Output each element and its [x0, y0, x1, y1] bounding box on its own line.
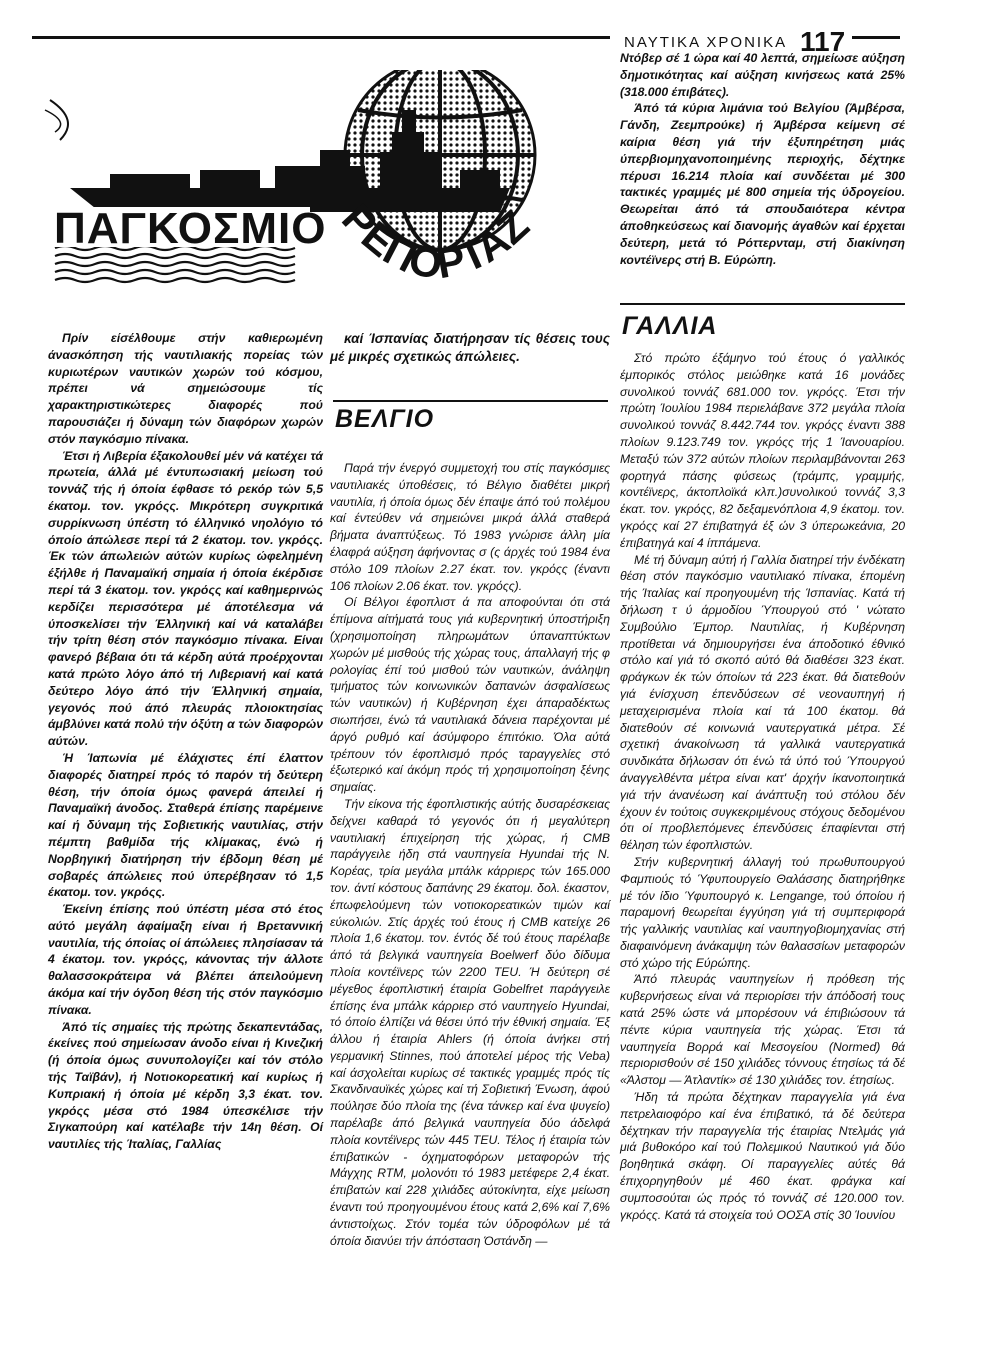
column-3-top: [620, 50, 905, 268]
heading-belgium: ΒΕΛΓΙΟ: [335, 405, 435, 433]
paragraph: Άπό πλευράς ναυπηγείων ή πρόθεση τής κυβερνήσεως είναι νά περιορίσει τήν άπόδοσή τους κατά 25% ώστε νά μπορέσουν νά έπιβιώσουν τά πέντε κύρια ναυπηγεία τής χώρας. Έτσι τά ναυπηγεία Βορρά καί Μεσογείου (Normed) θά περιορισθούν σέ 150 χιλιάδες τόννους έτησίως τά δέ «Άλστομ — Άτλαντίκ» σέ 130 χιλιάδες τον. έτησίως.: [620, 972, 905, 1088]
paragraph: Έκείνη έπίσης πού ύπέστη μέσα στό έτος αύτό μεγάλη άφαίμαξη είναι ή Βρεταννική ναυτιλία, τής όποίας οί άπώλειες πλησίασαν τά 4 έκατομ. τον. γκρόςς, κάνοντας τήν άλλοτε θαλασσοκράτειρα νά βλέπει άπειλούμενη άκόμα καί τήν όγδοη θέση τής στόν παγκόσμιο πίνακα.: [48, 902, 323, 1017]
column-3-body: [620, 350, 905, 1223]
column-2-body: [330, 460, 610, 1249]
column-2: [330, 330, 610, 366]
page-number: 117: [800, 26, 846, 57]
paragraph: Ντόβερ σέ 1 ώρα καί 40 λεπτά, σημείωσε αύξηση δημοτικότητας καί αύξηση κινήσεως κατά 25% (318.000 έπιβάτες).: [620, 51, 905, 99]
section-rule: [620, 303, 905, 305]
paragraph: Έτσι ή Λιβερία έξακολουθεί μέν νά κατέχει τά πρωτεία, άλλά μέ έντυπωσιακή μείωση τού τοννάζ τής ή όποία έφθασε τό ρεκόρ τών 5,5 έκατομ. τον. γκρόςς. Μικρότερη συγκριτικά συρρίκνωση ύπέστη τό έλληνικό νηολόγιο τό όποίο άπώλεσε περί τά 2 έκατομ. τον. γκρόςς. Έκ τών άπωλειών αύτών κυρίως ώφελημένη έξήλθε ή Παναμαϊκή σημαία ή όποία έκέρδισε περί τά 3 έκατομ. τον. γκρόςς καί καθημερινώς κερδίζει περισσότερα μέ άποτέλεσμα νά ύποσκελίσει τήν Έλληνική καί νά καταλάβει τήν τρίτη θέση στόν παγκόσμιο πίνακα. Είναι φανερό βέβαια ότι τά κέρδη αύτά προέρχονται κατά πρώτο λόγο άπό τή Λιβεριανή καί κατά δεύτερο λόγο άπό τήν Έλληνική σημαία, γεγονός πού άπό πλευράς πλοιοκτησίας άμβλύνει κατά πολύ τήν όξύτη α τών διαφορών αύτών.: [48, 448, 323, 749]
paragraph: Ή Ίαπωνία μέ έλάχιστες έπί έλαττον διαφορές διατηρεί πρός τό παρόν τή δεύτερη θέση, τήν όποία όμως φανερά άπειλεί ή Παναμαϊκή άνοδος. Σταθερά έπίσης παρέμεινε καί ή δύναμη τής Σοβιετικής ναυτιλίας, στήν πέμπτη βαθμίδα τής κλίμακας, ένώ ή Νορβηγική διατήρηση τήν έβδομη θέση μέ σοβαρές άπώλειες πού ύπερέβησαν τό 1,5 έκατομ. τον. γκρόςς.: [48, 750, 323, 900]
paragraph: Παρά τήν ένεργό συμμετοχή του στίς παγκόσμιες ναυτιλιακές ύποθέσεις, τό Βέλγιο διαθέτει μικρή ναυτιλία, ή όποία όμως δέν έπαψε άπό τού πολέμου καί έντεύθεν νά σημειώνει μικρά άλλά σταθερά βήματα άναπτύξεως. Τό 1983 γνώρισε άλλη μία έλαφρά αύξηση άφήνοντας σ (ς άρχές τού 1984 ένα στόλο 109 πλοίων 2.27 έκατ. τον. γκρόςς (έναντι 106 πλοίων 2.06 έκατ. τον. γκρόςς).: [330, 461, 610, 593]
paragraph: Ήδη τά πρώτα δέχτηκαν παραγγελία γιά ένα πετρελαιοφόρο καί ένα έπιβατικό, τά δέ δεύτερα δέχτηκαν τήν παραγγελία τής έταιρίας Ντελμάς γιά μιά βυθοκόρο καί τού Πολεμικού Ναυτικού γιά δύο βοηθητικά σκάφη. Οί παραγγελίες αύτές θά έπιχορηγηθούν μέ 460 έκατ. φράγκα καί συμποσούται ώς πρός τό τοννάζ σέ 120.000 τον. γκρόςς. Κατά τά στοιχεία τού ΟΟΣΑ στίς 30 Ίουνίου: [620, 1090, 905, 1222]
magazine-name: ΝΑΥΤΙΚΑ ΧΡΟΝΙΚΑ: [624, 34, 788, 51]
header-rule-left: [32, 36, 610, 39]
paragraph: Στό πρώτο έξάμηνο τού έτους ό γαλλικός έμπορικός στόλος μειώθηκε κατά 16 μονάδες συνολικού τοννάζ 681.000 τον. γκρόςς. Έτσι τήν πρώτη Ίουλίου 1984 περιελάβανε 372 μεγάλα πλοία συνολικού τοννάζ 8.442.744 τον. γκρόςς έναντι 388 πλοίων 9.123.749 τον. γκρόςς τής 1 Ίανουαρίου. Μεταξύ τών 372 αύτών πλοίων περιλαμβάνονται 263 φορτηγά πάσης φύσεως (τράμπς, γραμμής, κοντέϊνερς, άκτοπλοϊκά κλπ.)συνολικού τοννάζ 3,3 έκατ. τον. γκρόςς, 82 δεξαμενόπλοια 4,9 έκατομ. τον. γκρόςς καί 27 έπιβατηγά έξ ών 3 ύπερωκεάνια, 20 έπιβατηγά καί 4 ίππάμενα.: [620, 351, 905, 550]
logo-word-2: ΡΕΠΟΡΤΑΖ: [333, 194, 538, 288]
paragraph: Πρίν είσέλθουμε στήν καθιερωμένη άνασκόπηση τής ναυτιλιακής πορείας τών κυριωτέρων ναυτικών χωρών τού κόσμου, πρέπει νά σημειώσουμε τίς χαρακτηριστικώτερες διαφορές πού παρουσιάζει ή δύναμη τών διαφόρων χωρών στόν παγκόσμιο πίνακα.: [48, 331, 323, 446]
column-1: [48, 330, 323, 1153]
section-rule: [333, 400, 608, 402]
logo-word-1: ΠΑΓΚΟΣΜΙΟ: [54, 204, 327, 253]
paragraph: Άπό τίς σημαίες τής πρώτης δεκαπεντάδας, έκείνες πού σημείωσαν άνοδο είναι ή Κινεζική (ή όποία όμως συνυπολογίζει καί τόν στόλο τής Ταϊβάν), ή Νοτιοκορεατική καί κυρίως ή Κυπριακή ή όποία μέ κέρδη 3,3 έκατ. τον. γκρόςς μέσα στό 1984 ύπεσκέλισε τήν Σιγκαπούρη καί κατέλαβε τήν 14η θέση. Οί ναυτιλίες τής Ίταλίας, Γαλλίας: [48, 1019, 323, 1152]
paragraph: Τήν είκονα τής έφοπλιστικής αύτής δυσαρέσκειας δείχνει καθαρά τό γεγονός ότι ή μεγαλύτερη ναυτιλιακή έπιχείρηση τής χώρας, ή CMB παράγγειλε ήδη στά ναυπηγεία Hyundai τής Ν. Κορέας, τρία μεγάλα μπάλκ κάρριερς τών 165.000 τον. άντί κόστους δαπάνης 29 έκατομ. δολ. έκαστον, έπωφελούμενη τών νοτιοκορεατικών τιμών καί εύκολιών. Στίς άρχές τού έτους ή CMB κατείχε 26 πλοία 1,6 έκατομ. τον. έντός δέ τού έτους παρέλαβε άπό τά βελγικά ναυπηγεία Boelwerf δύο δίδυμα πλοία κοντέϊνερς τών 2200 TEU. Ή δεύτερη σέ μέγεθος έφοπλιστική έταιρία Gobelfret παράγγειλε έπίσης ένα μπάλκ κάρριερ στό ναυπηγείο Hyundai, τό όποίο έλπίζει νά θέσει ύπό τήν έθνική σημαία. Έξ άλλου ή έταιρία Ahlers (ή όποία άνήκει στή γερμανική Stinnes, πού άποτελεί μέρος τής Veba) καί άσχολείται κυρίως σέ τακτικές γραμμές πρός τίς Σκανδιναυϊκές χώρες καί τή Σοβιετική Ένωση, άφού πούλησε δύο πλοία της (ένα τάνκερ καί ένα ψυγείο) παρέλαβε άπό βελγικά ναυπηγεία δύο άδελφά πλοία κοντέϊνερς τών 445 TEU. Τέλος ή έταιρία τών έπιβατικών - όχηματοφόρων μεταφορών τής Μάγχης RTM, μολονότι τό 1983 μετέφερε 2,4 έκατ. έπιβατών καί 228 χιλιάδες αύτοκίνητα, είχε μείωση έναντι τού προηγουμένου έτους κατά 2,6% καί 7,6% άντιστοίχως. Στόν τομέα τών ύδροφόλων μέ τά όποία διανύει τήν άπόσταση Όστάνδη —: [330, 796, 610, 1248]
paragraph: Στήν κυβερνητική άλλαγή τού πρωθυπουργού Φαμπιούς τό Ύφυπουργείο Θαλάσσης διατηρήθηκε μέ τόν ίδιο Ύφυπουργό κ. Lengange, τού όποίου ή παραμονή θεωρείται έγγύηση γιά τή συμπεριφορά τής γαλλικής ναυτιλίας καί ναυπηγοβιομηχανίας στή διαφαινόμενη άνάκαμψη τών θαλασσίων μεταφορών στό χώρο τής Εύρώπης.: [620, 854, 905, 970]
paragraph: Μέ τή δύναμη αύτή ή Γαλλία διατηρεί τήν ένδέκατη θέση στόν παγκόσμιο ναυτιλιακό πίνακα, έπομένη τής Ίταλίας καί προηγουμένη τής Ίσπανίας. Κατά τή δήλωση τ ύ άρμοδίου Ύπουργού στό ' νώτατο Συμβούλιο Έμπορ. Ναυτιλίας, ή Κυβέρνηση προτίθεται νά δημιουργήσει ένα άποδοτικό έθνικό στόλο καί γιά τό σκοπό αύτό θά διαθέσει 323 έκατ. φράγκων έκ τών όποίων τά 223 έκατ. θά διατεθούν γιά ένίσχυση έπενδύσεων σέ νεοναυπηγή ή μεταχειρισμένα πλοία καί τά 100 έκατομ. θά διατεθούν σέ κοινωνιά ναυτεργατικά μέτρα. Σέ σχετική άνακοίνωση τά γαλλικά ναυτεργατικά συνδικάτα δήλωσαν ότι ένώ τά ύπό τού Ύπουργού άναγγελθέντα μέτρα είναι κατ' άρχήν ίκανοποιητικά γιά τήν άνανέωση καί άνάπτυξη τού στόλου δέν έχουν έν τούτοις συγκεκριμένους στόχους δεδομένου ότι οί προβλεπόμενες έπενδύσεις έπαφίενται στή θέληση τών έφοπλιστών.: [620, 552, 905, 853]
paragraph: Οί Βέλγοι έφοπλιστ ά πα αποφούνται ότι στά έπίμονα αίτήματά τους γιά κυβερνητική ύποστήριξη (χρησιμοποίηση πληρωμάτων ύπαναπτύκτων χωρών μέ μισθούς τής χώρας τους, άπαλλαγή τής φ ρολογίας έπί τού μισθού τών ναυτικών, άνάληψη τμήματος τών κοινωνικών δαπανών άσφαλίσεως τών ναυτικών) ή Κυβέρνηση έχει άπαραδέκτως σιωπήσει, ένώ τά ναυτιλιακά δάνεια παρέχονται μέ άργό ρυθμό καί άσύμφορο έπιτόκιο. Όλα αύτά τρέπουν τόν έφοπλισμό πρός ταραγγελίες στό έξωτερικό καί άκόμη πρός τή χρησιμοποίηση ξένης σημαίας.: [330, 595, 610, 795]
paragraph: καί Ίσπανίας διατήρησαν τίς θέσεις τους μέ μικρές σχετικώς άπώλειες.: [330, 331, 610, 364]
section-logo: [40, 70, 600, 315]
header-rule-right: [852, 36, 900, 39]
heading-france: ΓΑΛΛΙΑ: [622, 312, 718, 340]
ship-globe-illustration: [40, 70, 600, 315]
paragraph: Άπό τά κύρια λιμάνια τού Βελγίου (Άμβέρσα, Γάνδη, Ζεεμπρούκε) ή Άμβέρσα κείμενη σέ καίρια θέση γιά τήν έξυπηρέτηση μιάς ύπερβιομηχανοποιημένης περιοχής, δέχτηκε πέρυσι 16.214 πλοία καί συνδέεται μέ 300 τακτικές γραμμές μέ 800 σημεία τής ύδρογείου. Θεωρείται άπό τά σπουδαιότερα κέντρα άποθηκεύσεως καί διανομής άγαθών καί έρχεται δεύτερη, μετά τό Ρόττερνταμ, στή διακίνηση κοντέϊνερς στή Β. Εύρώπη.: [620, 101, 905, 267]
